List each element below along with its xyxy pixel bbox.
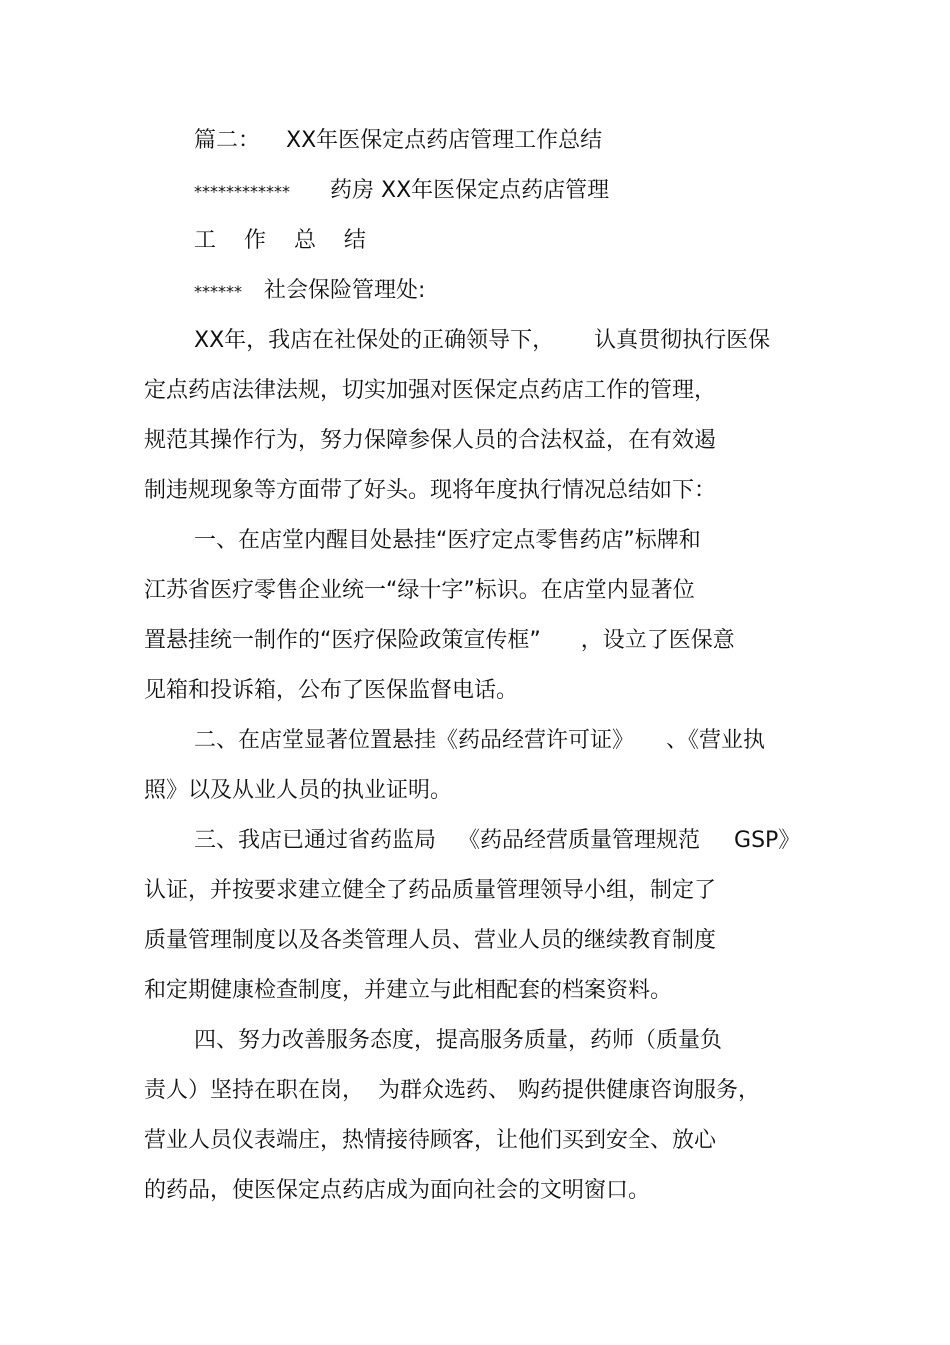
addressee-line [194, 276, 425, 306]
paragraph-4-line-2: 认证，并按要求建立健全了药品质量管理领导小组，制定了 [144, 878, 717, 903]
paragraph-5-line-1: 四、努力改善服务态度，提高服务质量，药师（质量负 [194, 1028, 723, 1053]
paragraph-5-line-3: 营业人员仪表端庄，热情接待顾客，让他们买到安全、放心 [144, 1128, 717, 1153]
subtitle-line [194, 176, 609, 206]
redacted-addressee: ****** [194, 282, 242, 301]
paragraph-1-line-3: 规范其操作行为，努力保障参保人员的合法权益，在有效遏 [144, 428, 717, 453]
title-prefix: 篇二： [194, 128, 261, 153]
paragraph-4-line-3: 质量管理制度以及各类管理人员、营业人员的继续教育制度 [144, 928, 717, 953]
paragraph-4-line-4: 和定期健康检查制度，并建立与此相配套的档案资料。 [144, 978, 673, 1003]
text-segment: 《药品经营质量管理规范 [458, 828, 701, 853]
text-segment: GSP》 [734, 828, 801, 853]
paragraph-1-line-1 [194, 326, 770, 356]
paragraph-3-line-1 [194, 726, 765, 756]
document-title: XX年医保定点药店管理工作总结 [286, 128, 603, 153]
subtitle-line-2: 工 作 总 结 [194, 228, 366, 253]
paragraph-2-line-4: 见箱和投诉箱，公布了医保监督电话。 [144, 678, 519, 703]
paragraph-2-line-2: 江苏省医疗零售企业统一“绿十字”标识。在店堂内显著位 [144, 578, 695, 603]
paragraph-5-line-4: 的药品，使医保定点药店成为面向社会的文明窗口。 [144, 1178, 651, 1203]
text-segment: 为群众选药、 [378, 1078, 511, 1103]
title-line [194, 126, 602, 156]
text-segment: XX年，我店在社保处的正确领导下， [194, 328, 555, 353]
text-segment: 、《营业执 [666, 728, 766, 753]
paragraph-1-line-4: 制违规现象等方面带了好头。现将年度执行情况总结如下： [144, 478, 717, 503]
paragraph-5-line-2 [144, 1076, 760, 1106]
text-segment: 购药提供健康咨询服务， [518, 1078, 761, 1103]
paragraph-2-line-3 [144, 626, 735, 656]
text-segment: 责人）坚持在职在岗， [144, 1078, 365, 1103]
text-segment: 三、我店已通过省药监局 [194, 828, 437, 853]
text-segment: 二、在店堂显著位置悬挂《药品经营许可证》 [194, 728, 635, 753]
text-segment: ，设立了医保意 [580, 628, 735, 653]
paragraph-2-line-1: 一、在店堂内醒目处悬挂“医疗定点零售药店”标牌和 [194, 528, 701, 553]
text-segment: 认真贯彻执行医保 [594, 328, 771, 353]
paragraph-1-line-2: 定点药店法律法规，切实加强对医保定点药店工作的管理， [144, 378, 717, 403]
paragraph-3-line-2: 照》以及从业人员的执业证明。 [144, 778, 453, 803]
text-segment: 置悬挂统一制作的“医疗保险政策宣传框” [144, 628, 541, 653]
redacted-name: ************ [194, 182, 290, 201]
paragraph-4-line-1 [194, 826, 800, 856]
addressee-text: 社会保险管理处: [264, 278, 426, 303]
subtitle-text: 药房 XX年医保定点药店管理 [330, 178, 610, 203]
